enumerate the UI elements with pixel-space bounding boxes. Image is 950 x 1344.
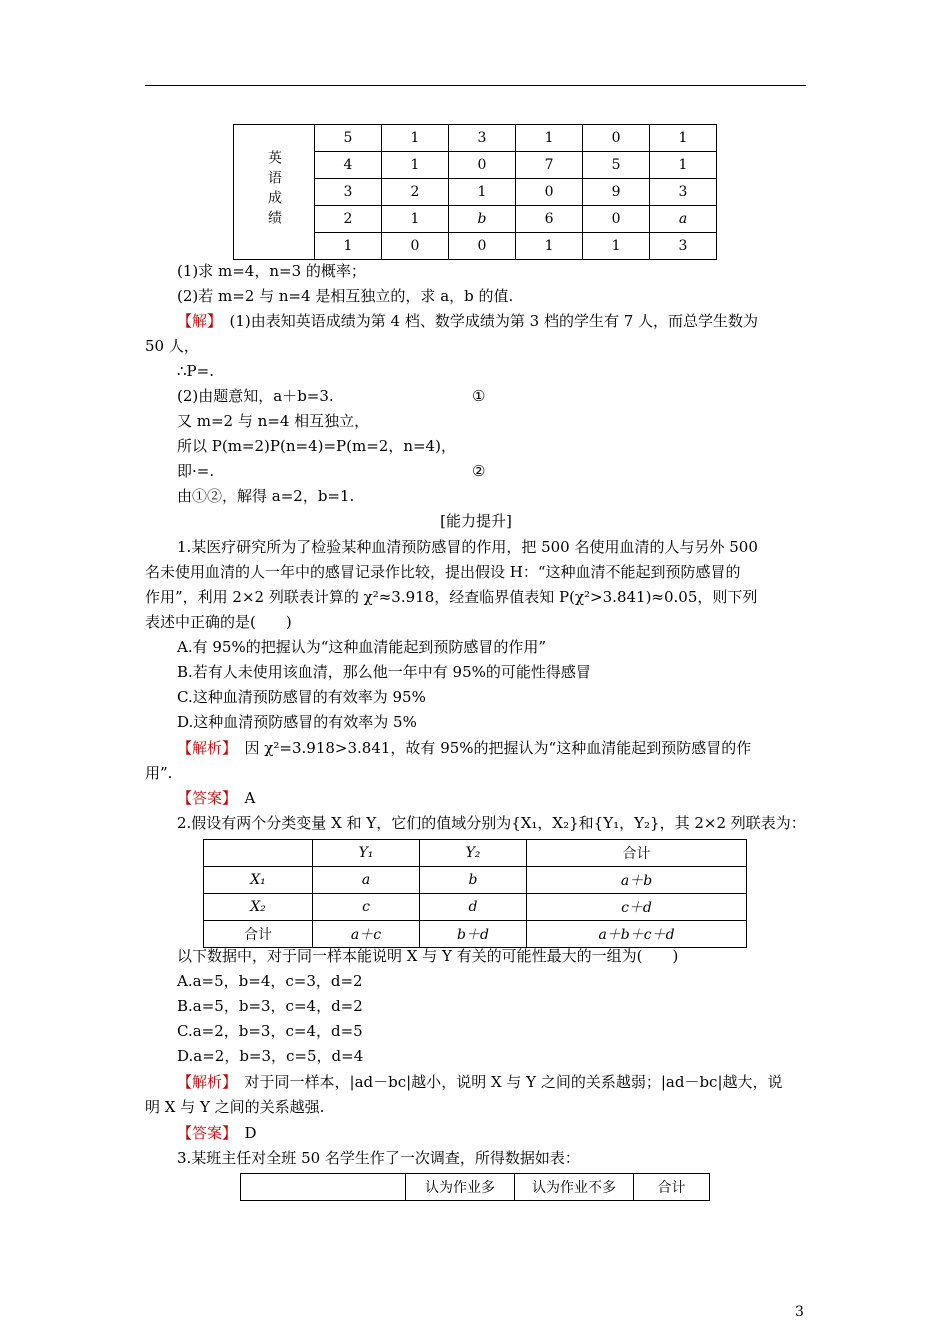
table-cell: 合计 bbox=[204, 921, 313, 948]
survey-table bbox=[240, 1173, 710, 1201]
table-cell: 0 bbox=[448, 233, 515, 260]
table-cell: 0 bbox=[516, 179, 583, 206]
table-cell: 合计 bbox=[527, 840, 747, 867]
table-cell: a bbox=[650, 206, 717, 233]
table-cell: Y₁ bbox=[313, 840, 420, 867]
table-cell bbox=[204, 840, 313, 867]
answer-value: A bbox=[244, 789, 256, 807]
step-4: 所以 P(m=2)P(n=4)=P(m=2，n=4)， bbox=[177, 437, 456, 455]
solution-text: (1)由表知英语成绩为第 4 档、数学成绩为第 3 档的学生有 7 人，而总学生数为 bbox=[229, 312, 759, 330]
table-cell: 1 bbox=[381, 125, 448, 152]
table-cell: 4 bbox=[315, 152, 382, 179]
table-cell: d bbox=[420, 894, 527, 921]
table-cell: b bbox=[448, 206, 515, 233]
circle-1: ① bbox=[472, 387, 486, 405]
table-cell: a＋b＋c＋d bbox=[527, 921, 747, 948]
step-2: (2)由题意知，a＋b=3. bbox=[177, 387, 334, 405]
problem-1a: 1.某医疗研究所为了检验某种血清预防感冒的作用，把 500 名使用血清的人与另外 500 bbox=[177, 538, 758, 556]
section-title: [能力提升] bbox=[440, 512, 512, 530]
table-cell: 3 bbox=[650, 233, 717, 260]
table-cell: 1 bbox=[650, 152, 717, 179]
table-cell: X₂ bbox=[204, 894, 313, 921]
table-cell: 1 bbox=[448, 179, 515, 206]
table-cell: 0 bbox=[583, 125, 650, 152]
side-label-cell bbox=[234, 125, 315, 260]
answer-label: 【答案】 bbox=[177, 789, 230, 807]
table-cell: 1 bbox=[381, 206, 448, 233]
table-cell: 1 bbox=[516, 125, 583, 152]
prob-line: ∴P=. bbox=[177, 362, 214, 380]
step-6: 由①②，解得 a=2，b=1. bbox=[177, 487, 355, 505]
circle-2: ② bbox=[472, 462, 486, 480]
analysis-label: 【解析】 bbox=[177, 1073, 230, 1091]
table-cell: 5 bbox=[583, 152, 650, 179]
problem-1d: 表述中正确的是( ) bbox=[145, 613, 292, 631]
table-cell: 1 bbox=[315, 233, 382, 260]
table-cell: b bbox=[420, 867, 527, 894]
problem-2-question: 以下数据中，对于同一样本能说明 X 与 Y 有关的可能性最大的一组为( ) bbox=[177, 947, 679, 965]
analysis-2 bbox=[177, 1071, 839, 1093]
answer-value: D bbox=[244, 1124, 257, 1142]
analysis-label: 【解析】 bbox=[177, 739, 230, 757]
header-rule bbox=[145, 85, 806, 86]
option-2b: B.a=5，b=3，c=4，d=2 bbox=[177, 997, 363, 1015]
option-1c: C.这种血清预防感冒的有效率为 95% bbox=[177, 688, 426, 706]
table-cell: Y₂ bbox=[420, 840, 527, 867]
table-cell: X₁ bbox=[204, 867, 313, 894]
problem-3: 3.某班主任对全班 50 名学生作了一次调查，所得数据如表： bbox=[177, 1149, 580, 1167]
option-1b: B.若有人未使用该血清，那么他一年中有 95%的可能性得感冒 bbox=[177, 663, 591, 681]
side-label: 英语成绩 bbox=[266, 150, 282, 230]
analysis-1b: 用”. bbox=[145, 764, 173, 782]
table-cell: 0 bbox=[381, 233, 448, 260]
question-2: (2)若 m=2 与 n=4 是相互独立的，求 a，b 的值. bbox=[177, 287, 514, 305]
english-score-table bbox=[233, 124, 717, 260]
solution-line bbox=[177, 310, 839, 332]
table-cell: c＋d bbox=[527, 894, 747, 921]
problem-1b: 名未使用血清的人一年中的感冒记录作比较，提出假设 H：“这种血清不能起到预防感冒的 bbox=[145, 563, 741, 581]
table-cell: 9 bbox=[583, 179, 650, 206]
problem-1c: 作用”，利用 2×2 列联表计算的 χ²≈3.918，经查临界值表知 P(χ²>3.841)≈0.05，则下列 bbox=[145, 588, 758, 606]
solution-label: 【解】 bbox=[177, 312, 215, 330]
table-cell: b＋d bbox=[420, 921, 527, 948]
table-cell: 7 bbox=[516, 152, 583, 179]
solution-line-2: 50 人， bbox=[145, 337, 199, 355]
page-number: 3 bbox=[795, 1304, 804, 1320]
answer-2 bbox=[177, 1122, 839, 1144]
step-3: 又 m=2 与 n=4 相互独立， bbox=[177, 412, 370, 430]
table-cell: 6 bbox=[516, 206, 583, 233]
table-cell bbox=[241, 1174, 406, 1201]
table-cell: 认为作业不多 bbox=[515, 1174, 634, 1201]
analysis-1 bbox=[177, 737, 839, 759]
step-5: 即·=. bbox=[177, 462, 215, 480]
table-cell: 2 bbox=[381, 179, 448, 206]
table-cell: c bbox=[313, 894, 420, 921]
table-cell: 3 bbox=[448, 125, 515, 152]
table-cell: 2 bbox=[315, 206, 382, 233]
analysis-text: 因 χ²=3.918>3.841，故有 95%的把握认为“这种血清能起到预防感冒的作 bbox=[244, 739, 752, 757]
answer-label: 【答案】 bbox=[177, 1124, 230, 1142]
table-cell: a bbox=[313, 867, 420, 894]
option-1d: D.这种血清预防感冒的有效率为 5% bbox=[177, 713, 417, 731]
table-cell: 1 bbox=[583, 233, 650, 260]
analysis-2b: 明 X 与 Y 之间的关系越强. bbox=[145, 1098, 325, 1116]
option-2a: A.a=5，b=4，c=3，d=2 bbox=[177, 972, 363, 990]
option-1a: A.有 95%的把握认为“这种血清能起到预防感冒的作用” bbox=[177, 638, 547, 656]
table-cell: a＋c bbox=[313, 921, 420, 948]
table-cell: a＋b bbox=[527, 867, 747, 894]
question-1: (1)求 m=4，n=3 的概率； bbox=[177, 262, 366, 280]
option-2d: D.a=2，b=3，c=5，d=4 bbox=[177, 1047, 364, 1065]
table-cell: 合计 bbox=[634, 1174, 710, 1201]
table-cell: 3 bbox=[315, 179, 382, 206]
table-cell: 1 bbox=[516, 233, 583, 260]
answer-1 bbox=[177, 787, 839, 809]
option-2c: C.a=2，b=3，c=4，d=5 bbox=[177, 1022, 363, 1040]
analysis-text: 对于同一样本，|ad－bc|越小，说明 X 与 Y 之间的关系越弱；|ad－bc|越大，说 bbox=[244, 1073, 783, 1091]
contingency-table bbox=[203, 839, 747, 948]
table-cell: 1 bbox=[381, 152, 448, 179]
table-cell: 0 bbox=[448, 152, 515, 179]
table-cell: 1 bbox=[650, 125, 717, 152]
table-cell: 3 bbox=[650, 179, 717, 206]
table-cell: 认为作业多 bbox=[406, 1174, 515, 1201]
table-cell: 5 bbox=[315, 125, 382, 152]
problem-2: 2.假设有两个分类变量 X 和 Y，它们的值域分别为{X₁，X₂}和{Y₁，Y₂}，其 2×2 列联表为： bbox=[177, 814, 806, 832]
table-cell: 0 bbox=[583, 206, 650, 233]
